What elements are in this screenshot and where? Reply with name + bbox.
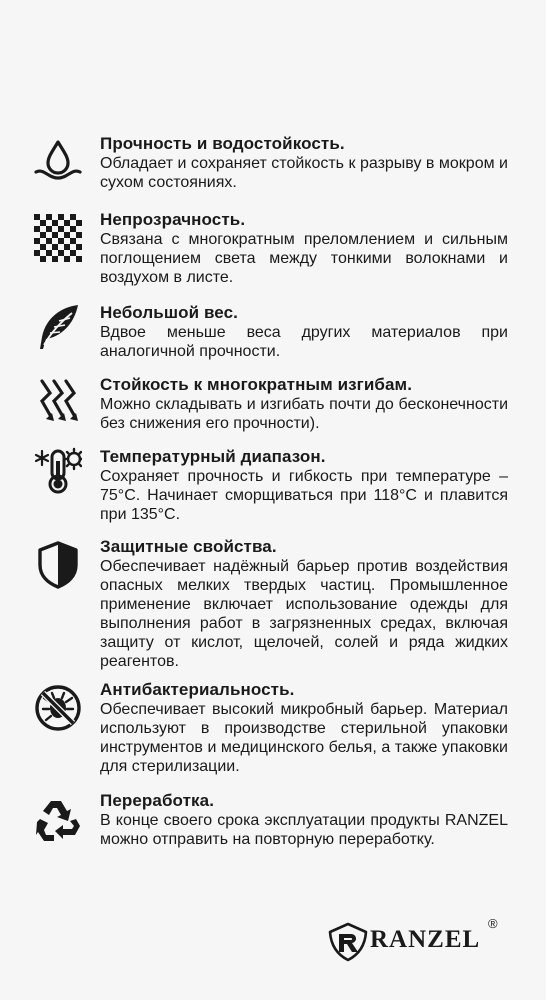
checker-cell [40, 220, 46, 226]
checkerboard-icon [34, 214, 82, 262]
checker-cell [64, 220, 70, 226]
checker-cell [40, 232, 46, 238]
checker-cell [76, 220, 82, 226]
feature-title: Защитные свойства. [100, 537, 277, 556]
checker-cell [70, 238, 76, 244]
checker-cell [34, 250, 40, 256]
checker-cell [52, 256, 58, 262]
checker-cell [76, 244, 82, 250]
feature-title: Непрозрачность. [100, 210, 246, 229]
checker-cell [52, 220, 58, 226]
checker-cell [46, 226, 52, 232]
checker-cell [52, 232, 58, 238]
checker-cell [64, 232, 70, 238]
feature-description: Обеспечивает надёжный барьер против воздействия опасных мелких твердых частиц. Промышленное применение включает использование одежды для выполнения работ в загрязненных средах, включая защиту от кислот, щелочей, солей и ряда жидких реагентов. [100, 558, 508, 670]
feature-description: Обладает и сохраняет стойкость к разрыву в мокром и сухом состояниях. [100, 155, 508, 191]
checker-cell [40, 256, 46, 262]
brand-logo-block [328, 918, 508, 962]
feature-title: Небольшой вес. [100, 303, 238, 322]
checker-cell [64, 244, 70, 250]
feature-title: Стойкость к многократным изгибам. [100, 375, 413, 394]
ranzel-emblem-icon [328, 922, 368, 962]
no-bacteria-icon [34, 684, 82, 732]
checker-cell [58, 250, 64, 256]
checker-cell [58, 214, 64, 220]
checker-cell [52, 244, 58, 250]
checker-cell [76, 256, 82, 262]
checker-cell [70, 250, 76, 256]
checker-cell [46, 250, 52, 256]
feature-description: Обеспечивает высокий микробный барьер. Материал используют в производстве стерильной упаковки инструментов и медицинского белья, а также упаковки для стерилизации. [100, 701, 508, 775]
feather-icon [34, 303, 82, 351]
feature-title: Температурный диапазон. [100, 447, 326, 466]
water-drop-icon [34, 138, 82, 186]
feature-title: Прочность и водостойкость. [100, 134, 345, 153]
checker-cell [46, 238, 52, 244]
feature-description: Можно складывать и изгибать почти до бесконечности без снижения его прочности). [100, 396, 508, 432]
checker-cell [34, 226, 40, 232]
checker-cell [34, 214, 40, 220]
feature-description: Сохраняет прочность и гибкость при температуре –75°С. Начинает сморщиваться при 118°С и плавится при 135°С. [100, 468, 508, 523]
checker-cell [58, 226, 64, 232]
checker-cell [76, 232, 82, 238]
feature-description: В конце своего срока эксплуатации продукты RANZEL можно отправить на повторную переработку. [100, 812, 508, 848]
checker-cell [70, 214, 76, 220]
brand-name: RANZEL [370, 926, 481, 953]
checker-cell [40, 244, 46, 250]
checker-cell [46, 214, 52, 220]
thermometer-icon [34, 447, 82, 495]
checker-cell [34, 238, 40, 244]
recycle-icon [34, 795, 82, 843]
checker-cell [64, 256, 70, 262]
feature-title: Антибактериальность. [100, 680, 295, 699]
bend-arrows-icon [34, 375, 82, 423]
checker-cell [70, 226, 76, 232]
shield-icon [34, 541, 82, 589]
feature-description: Вдвое меньше веса других материалов при аналогичной прочности. [100, 324, 508, 360]
registered-mark: ® [488, 916, 498, 931]
feature-description: Связана с многократным преломлением и сильным поглощением света между тонкими волокнами и воздухом в листе. [100, 231, 508, 286]
feature-title: Переработка. [100, 791, 215, 810]
checker-cell [58, 238, 64, 244]
